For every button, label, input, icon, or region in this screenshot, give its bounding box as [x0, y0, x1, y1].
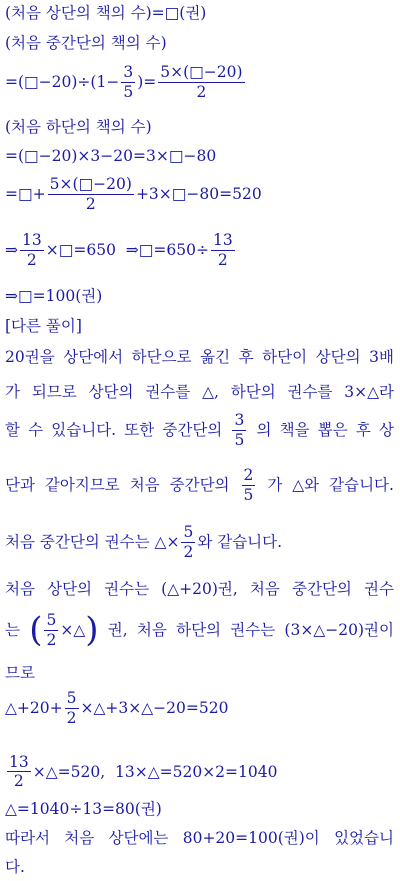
fraction: $\frac{5}{2}$ — [66, 689, 77, 727]
fraction: $\frac{5}{2}$ — [46, 611, 57, 649]
line-12: 할 수 있습니다. 또한 중간단의 $\frac{3}{5}$ 의 책을 뽑은 후 상 — [5, 411, 394, 449]
line-22: 다. — [5, 858, 25, 876]
line-1: (처음 상단의 책의 수)=□(권) — [5, 4, 207, 22]
fraction: $\frac{2}{5}$ — [243, 466, 254, 504]
fraction: $\frac{5}{2}$ — [183, 523, 194, 561]
line-16: 는 ( $\frac{5}{2}$ ×△ ) 권, 처음 하단의 권수는 (3×△−20)권이 — [5, 610, 394, 650]
line-14: 처음 중간단의 권수는 △× $\frac{5}{2}$ 와 같습니다. — [5, 523, 283, 561]
line-17: 므로 — [5, 664, 35, 682]
fraction: $\frac{3}{5}$ — [123, 63, 134, 101]
line-15: 처음 상단의 권수는 (△+20)권, 처음 중간단의 권수 — [5, 580, 394, 598]
line-9: [다른 풀이] — [5, 317, 82, 335]
line-20: △=1040÷13=80(권) — [5, 800, 162, 818]
line-4: (처음 하단의 책의 수) — [5, 118, 152, 136]
line-6: =□+ $\frac{5\times(□-20)}{2}$ +3×□−80=520 — [5, 175, 262, 213]
line-13: 단과 같아지므로 처음 중간단의 $\frac{2}{5}$ 가 △와 같습니다. — [5, 466, 394, 504]
paren-group: ( $\frac{5}{2}$ ×△ ) — [29, 610, 99, 650]
line-19: $\frac{13}{2}$ ×△=520, 13×△=520×2=1040 — [9, 753, 278, 791]
fraction: $\frac{5\times(□-20)}{2}$ — [49, 175, 132, 213]
fraction: $\frac{3}{5}$ — [234, 411, 245, 449]
fraction: $\frac{5\times(□-20)}{2}$ — [160, 63, 243, 101]
line-7: ⇒ $\frac{13}{2}$ ×□=650 ⇒□=650÷ $\frac{13}{2}$ — [5, 231, 233, 269]
line-5: =(□−20)×3−20=3×□−80 — [5, 147, 217, 165]
line-8: ⇒□=100(권) — [5, 287, 103, 305]
fraction: $\frac{13}{2}$ — [22, 231, 42, 269]
line-18: △+20+ $\frac{5}{2}$ ×△+3×△−20=520 — [5, 689, 229, 727]
line-21: 따라서 처음 상단에는 80+20=100(권)이 있었습니 — [5, 829, 394, 847]
fraction: $\frac{13}{2}$ — [212, 231, 233, 269]
fraction: $\frac{13}{2}$ — [9, 753, 29, 791]
line-2: (처음 중간단의 책의 수) — [5, 34, 167, 52]
line-11: 가 되므로 상단의 권수를 △, 하단의 권수를 3×△라 — [5, 383, 394, 401]
line-3: =(□−20)÷(1− $\frac{3}{5}$ )= $\frac{5\times(□-20)}{2}$ — [5, 63, 243, 101]
line-10: 20권을 상단에서 하단으로 옮긴 후 하단이 상단의 3배 — [5, 348, 394, 366]
